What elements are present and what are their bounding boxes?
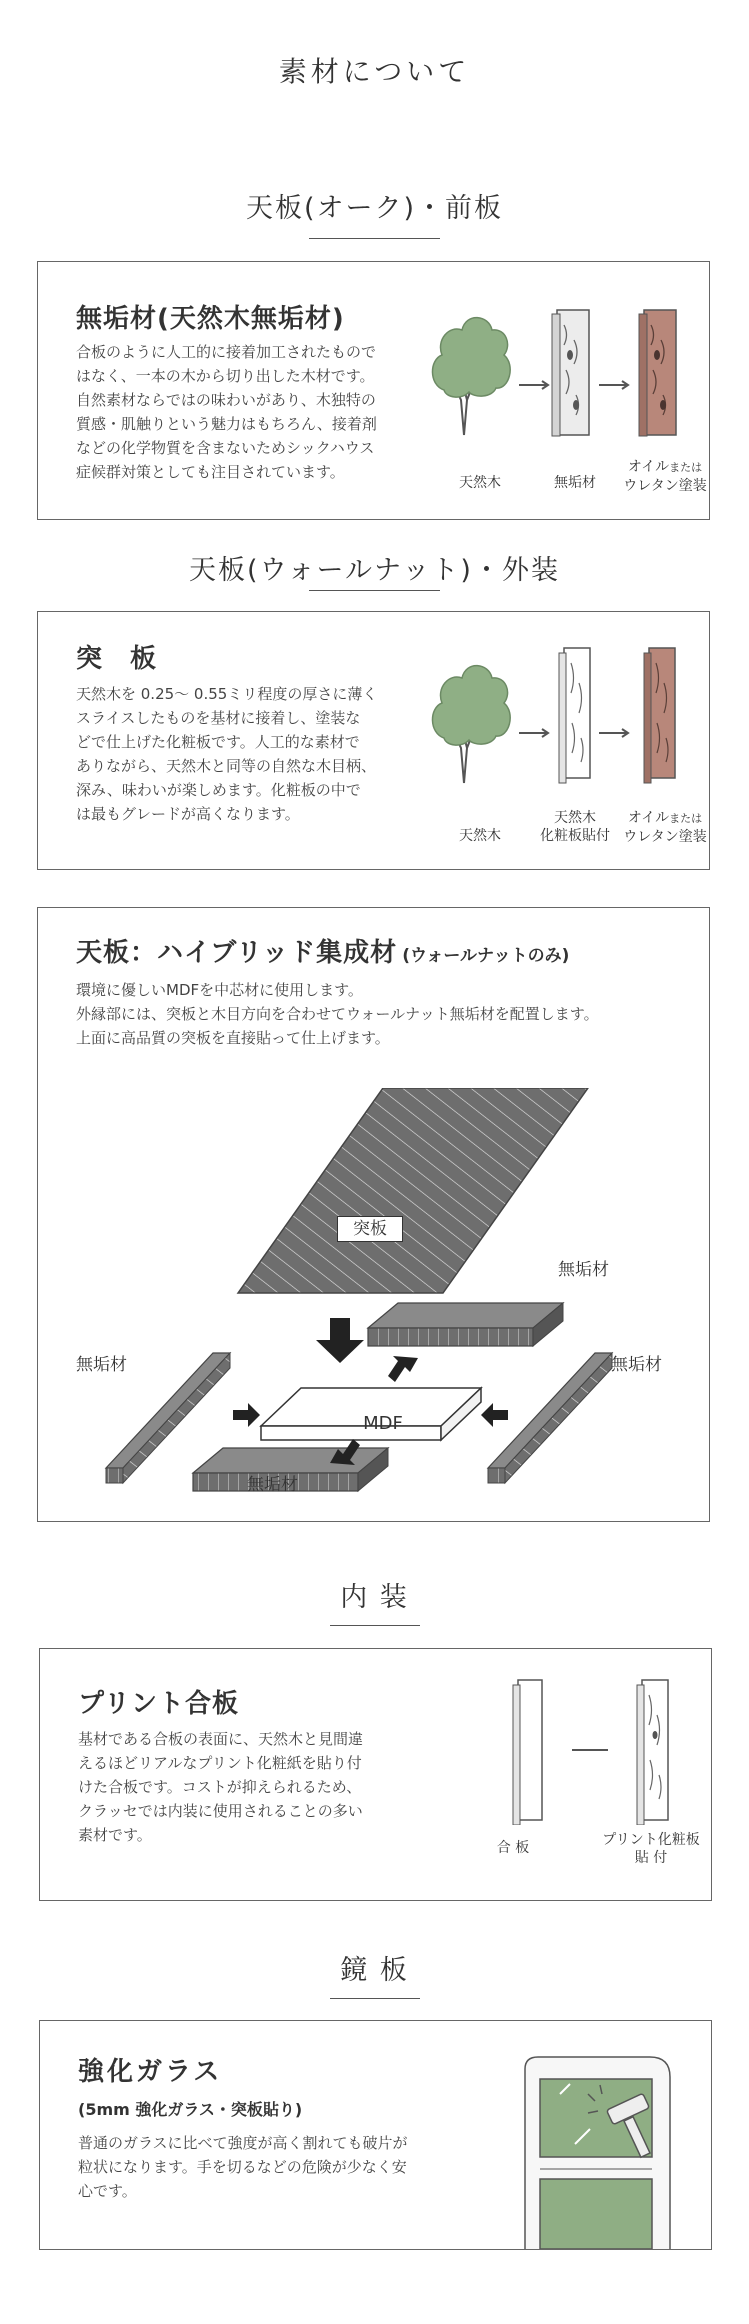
body-line: 上面に高品質の突板を直接貼って仕上げます。 (76, 1029, 390, 1047)
solid-wood-icon (552, 310, 589, 436)
page-title: 素材について (278, 55, 471, 88)
section-title-oak: 天板(オーク)・前板 (245, 193, 504, 224)
body-line: 深み、味わいが楽しめます。化粧板の中で (76, 781, 361, 799)
label-solid-left: 無垢材 (76, 1355, 127, 1375)
card-body (76, 978, 706, 1050)
down-left-arrow-icon (388, 1356, 418, 1382)
body-line: は最もグレードが高くなります。 (76, 805, 300, 823)
down-arrow-icon (316, 1318, 364, 1363)
glass-panel-bottom (540, 2179, 652, 2249)
caption-print-text: 貼 付 (634, 1850, 668, 1866)
label-veneer: 突板 (337, 1216, 403, 1242)
caption-finish-text: ウレタン塗装 (623, 478, 707, 494)
plywood-panel-icon (513, 1680, 542, 1825)
tree-icon (432, 318, 510, 435)
section-rule (330, 1998, 420, 1999)
body-line: はなく、一本の木から切り出した木材です。 (76, 367, 375, 385)
caption-veneer-text: 天然木 (554, 810, 596, 826)
hybrid-exploded-diagram (38, 1088, 709, 1508)
label-solid-top: 無垢材 (558, 1260, 609, 1280)
label-solid-right: 無垢材 (611, 1355, 662, 1375)
caption-finish-small: または (669, 461, 703, 474)
section-rule (330, 1625, 420, 1626)
body-line: どで仕上げた化粧板です。人工的な素材で (76, 733, 360, 751)
caption-finish (620, 458, 710, 495)
solid-plank-top (368, 1303, 563, 1328)
body-line: 心です。 (78, 2182, 137, 2200)
body-line: 普通のガラスに比べて強度が高く割れても破片が (78, 2134, 408, 2152)
card-tempered-glass (39, 2020, 712, 2250)
veneer-sheet (238, 1088, 588, 1293)
card-subheading: (5mm 強化ガラス・突板貼り) (78, 2100, 303, 2119)
body-line: 天然木を 0.25〜 0.55ミリ程度の厚さに薄く (76, 685, 378, 703)
section-title-interior: 内 装 (340, 1582, 409, 1613)
caption-solid-wood: 無垢材 (554, 475, 596, 491)
body-line: 粒状になります。手を切るなどの危険が少なく安 (78, 2158, 407, 2176)
caption-finish-text: オイル (627, 459, 670, 475)
finished-wood-icon (639, 310, 676, 436)
print-veneer-panel-icon (637, 1680, 668, 1825)
caption-veneer-text: 化粧板貼付 (540, 828, 610, 844)
card-heading: 天板：ハイブリッド集成材 (76, 938, 398, 968)
body-line: えるほどリアルなプリント化粧紙を貼り付 (78, 1754, 362, 1772)
body-line: 外縁部には、突板と木目方向を合わせてウォールナット無垢材を配置します。 (76, 1005, 599, 1023)
section-title-walnut: 天板(ウォールナット)・外装 (189, 555, 560, 586)
body-line: 合板のように人工的に接着加工されたもので (76, 343, 377, 361)
body-line: 素材です。 (78, 1826, 152, 1844)
right-arrow-icon (233, 1403, 260, 1427)
card-body (76, 682, 456, 826)
body-line: 環境に優しいMDFを中芯材に使用します。 (76, 981, 363, 999)
caption-finish-text: ウレタン塗装 (623, 829, 707, 845)
caption-print-text: プリント化粧板 (602, 1832, 700, 1848)
left-arrow-icon (481, 1403, 508, 1427)
body-line: クラッセでは内装に使用されることの多い (78, 1802, 363, 1820)
plywood-illustration (460, 1675, 710, 1825)
label-solid-bottom: 無垢材 (247, 1475, 298, 1495)
body-line: ありながら、天然木と同等の自然な木目柄、 (76, 757, 377, 775)
body-line: スライスしたものを基材に接着し、塗装な (76, 709, 361, 727)
card-solid-wood (37, 261, 710, 520)
body-line: 症候群対策としても注目されています。 (76, 463, 345, 481)
card-heading-note: (ウォールナットのみ) (402, 946, 570, 966)
card-body (78, 1727, 458, 1847)
caption-veneer (525, 809, 625, 845)
card-print-plywood (39, 1648, 712, 1901)
label-mdf: MDF (363, 1413, 403, 1434)
card-heading: 無垢材(天然木無垢材) (76, 304, 345, 334)
card-hybrid (37, 907, 710, 1522)
veneer-panel-icon (559, 648, 590, 783)
section-rule (309, 590, 440, 591)
glass-cabinet-illustration (520, 2049, 680, 2249)
card-heading-row (76, 932, 569, 969)
caption-plywood: 合 板 (496, 1840, 530, 1856)
wood-process-illustration (424, 300, 709, 475)
body-line: けた合板です。コストが抑えられるため、 (78, 1778, 362, 1796)
section-rule (309, 238, 440, 239)
card-heading: 強化ガラス (78, 2057, 223, 2087)
caption-finish-small: または (669, 812, 703, 825)
body-line: などの化学物質を含まないためシックハウス (76, 439, 375, 457)
card-veneer (37, 611, 710, 870)
card-body (76, 340, 456, 484)
body-line: 自然素材ならではの味わいがあり、木独特の (76, 391, 376, 409)
body-line: 基材である合板の表面に、天然木と見間違 (78, 1730, 364, 1748)
caption-tree: 天然木 (459, 475, 501, 491)
caption-tree: 天然木 (459, 828, 501, 844)
body-line: 質感・肌触りという魅力はもちろん、接着剤 (76, 415, 377, 433)
card-body (78, 2131, 498, 2203)
caption-finish-text: オイル (627, 810, 670, 826)
caption-finish (620, 809, 710, 846)
finished-veneer-icon (644, 648, 675, 783)
card-heading: プリント合板 (78, 1689, 239, 1719)
tree-icon (432, 666, 510, 783)
veneer-process-illustration (424, 638, 709, 808)
card-heading: 突 板 (76, 644, 158, 674)
section-title-mirror: 鏡 板 (340, 1955, 409, 1986)
caption-print-veneer (596, 1831, 706, 1867)
